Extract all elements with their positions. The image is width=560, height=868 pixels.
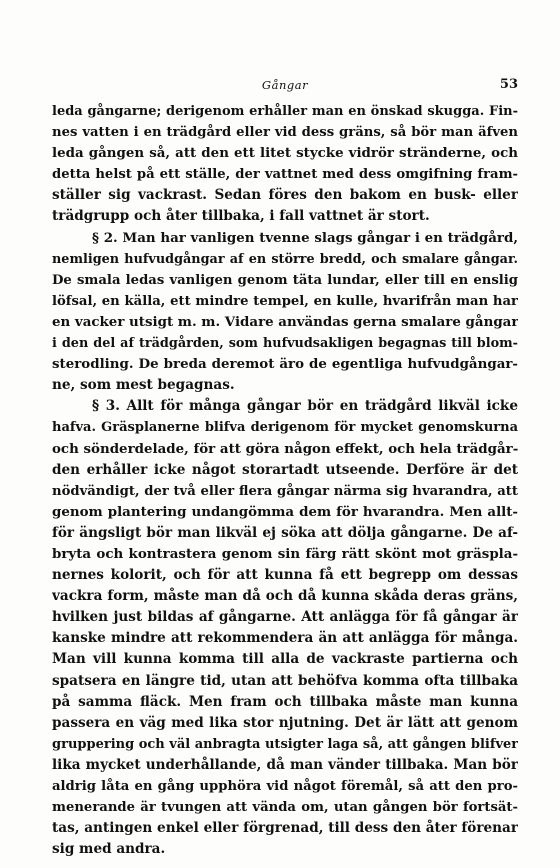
text-line: nernes kolorit, och för att kunna få ett begrepp om dessas (52, 567, 518, 584)
running-title: Gångar (261, 78, 309, 92)
text-line: hvilken just bildas af gångarne. Att anlägga för få gångar är (52, 609, 518, 626)
text-line: och sönderdelade, för att göra någon effekt, och hela trädgår- (52, 440, 518, 457)
text-line: passera en väg med lika stor njutning. Det är lätt att genom (52, 714, 518, 731)
text-line: Man vill kunna komma till alla de vackraste partierna och (52, 651, 518, 668)
text-line: bryta och kontrastera genom sin färg rätt skönt mot gräspla- (52, 545, 518, 562)
text-line: detta helst på ett ställe, der vattnet med dess omgifning fram- (52, 167, 518, 183)
text-line: gruppering och väl anbragta utsigter laga så, att gången blifver (52, 736, 518, 752)
body-text (52, 101, 518, 860)
text-line: sig med andra. (52, 841, 166, 858)
text-line: leda gångarne; derigenom erhåller man en önskad skugga. Fin- (52, 104, 518, 119)
text-line: på samma fläck. Men fram och tillbaka måste man kunna (52, 693, 518, 710)
text-line: ne, som mest begagnas. (52, 377, 235, 394)
text-line: löfsal, en källa, ett mindre tempel, en kulle, hvarifrån man har (52, 293, 518, 309)
text-line: vackra form, måste man då och då kunna skåda deras gräns, (52, 588, 518, 605)
text-line: sterodling. De breda deremot äro de egentliga hufvudgångar- (52, 356, 518, 373)
text-line: lika mycket underhållande, då man vänder tillbaka. Man bör (52, 756, 518, 773)
text-line: i den del af trädgården, som hufvudsakligen begagnas till blom- (52, 336, 518, 352)
text-line: ställer sig vackrast. Sedan föres den bakom en busk- eller (52, 187, 518, 204)
text-line: spatsera en längre tid, utan att behöfva komma ofta tillbaka (52, 672, 518, 689)
running-head (52, 75, 518, 95)
text-line: nemligen hufvudgångar af en större bredd, och smalare gångar. (52, 251, 518, 267)
text-line: tas, antingen enkel eller förgrenad, till dess den åter förenar (52, 820, 518, 837)
text-line: nödvändigt, der två eller flera gångar närma sig hvarandra, att (52, 483, 518, 499)
page-number: 53 (499, 77, 518, 92)
text-line: hafva. Gräsplanerne blifva derigenom för mycket genomskurna (52, 420, 518, 436)
text-line: aldrig låta en gång upphöra vid något föremål, så att den pro- (52, 779, 518, 794)
text-line: en vacker utsigt m. m. Vidare användas gerna smalare gångar (52, 313, 518, 330)
text-line: den erhåller icke något storartadt utseende. Derföre är det (52, 461, 518, 478)
text-line: leda gången så, att den ett litet stycke vidrör stränderne, och (52, 145, 518, 162)
text-line: De smala ledas vanligen genom täta lundar, eller till en enslig (52, 272, 518, 288)
text-line: § 2. Man har vanligen tvenne slags gångar i en trädgård, (92, 229, 518, 246)
text-line: menerande är tvungen att vända om, utan gången bör fortsät- (52, 800, 518, 816)
text-line: nes vatten i en trädgård eller vid dess gräns, så bör man äfven (52, 125, 518, 141)
text-line: genom plantering undangömma dem för hvarandra. Men allt- (52, 503, 518, 520)
text-line: för ängsligt bör man likväl ej söka att dölja gångarne. De af- (52, 524, 518, 541)
text-line: trädgrupp och åter tillbaka, i fall vattnet är stort. (52, 208, 430, 225)
text-line: § 3. Allt för många gångar bör en trädgård likväl icke (92, 398, 518, 415)
text-line: kanske mindre att rekommendera än att anlägga för många. (52, 630, 518, 647)
